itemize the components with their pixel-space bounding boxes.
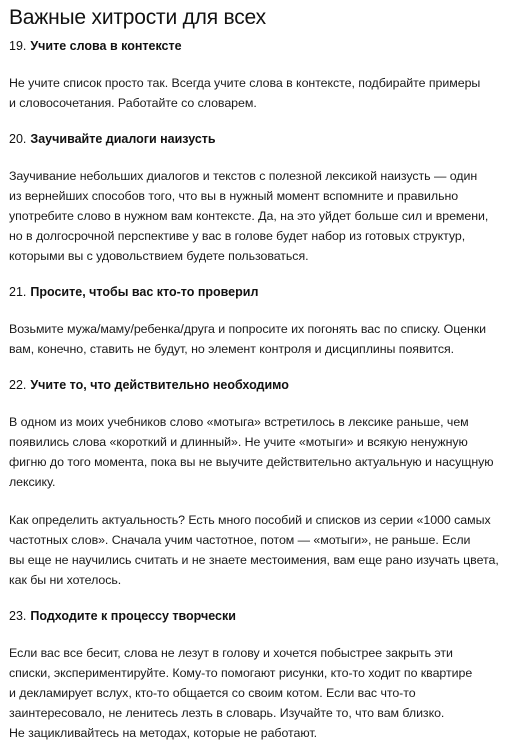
tip-heading: [9, 284, 498, 301]
tip-number: 20.: [9, 132, 27, 146]
paragraph-line: употребите слово в нужном вам контексте. Да, на это уйдет больше сил и времени,: [9, 209, 489, 223]
paragraph-line: которыми вы с удовольствием будете пользоваться.: [9, 249, 309, 263]
paragraph-line: списки, экспериментируйте. Кому-то помогают рисунки, кто-то ходит по квартире: [9, 666, 473, 680]
paragraph-line: и декламирует вслух, кто-то общается со своим котом. Если вас что-то: [9, 686, 416, 700]
sections-container: [9, 38, 498, 743]
paragraph-line: но в долгосрочной перспективе у вас в голове будет набор из готовых структур,: [9, 229, 466, 243]
paragraph-line: как бы ни хотелось.: [9, 573, 122, 587]
page-title: Важные хитрости для всех: [9, 6, 266, 29]
paragraph-line: и словосочетания. Работайте со словарем.: [9, 96, 257, 110]
paragraph-line: появились слова «короткий и длинный». Не учите «мотыги» и всякую ненужную: [9, 435, 468, 449]
tip-paragraph: [9, 412, 498, 492]
tip-section: [9, 608, 498, 743]
tip-number: 19.: [9, 39, 27, 53]
tip-heading-text: Заучивайте диалоги наизусть: [30, 132, 216, 146]
tip-number: 23.: [9, 609, 27, 623]
paragraph-line: вам, конечно, ставить не будут, но элемент контроля и дисциплины появится.: [9, 342, 455, 356]
paragraph-line: Заучивание небольших диалогов и текстов с полезной лексикой наизусть — один: [9, 169, 478, 183]
tip-section: [9, 284, 498, 359]
paragraph-line: Не учите список просто так. Всегда учите слова в контексте, подбирайте примеры: [9, 76, 481, 90]
tip-paragraph: [9, 73, 498, 113]
tip-paragraph: [9, 166, 498, 266]
tip-heading-text: Просите, чтобы вас кто-то проверил: [30, 285, 259, 299]
tip-heading: [9, 131, 498, 148]
tip-number: 21.: [9, 285, 27, 299]
tip-heading-text: Подходите к процессу творчески: [30, 609, 236, 623]
paragraph-line: Если вас все бесит, слова не лезут в голову и хочется побыстрее закрыть эти: [9, 646, 453, 660]
paragraph-line: заинтересовало, не ленитесь лезть в словарь. Изучайте то, что вам близко.: [9, 706, 445, 720]
paragraph-line: В одном из моих учебников слово «мотыга» встретилось в лексике раньше, чем: [9, 415, 469, 429]
tip-number: 22.: [9, 378, 27, 392]
paragraph-line: из вернейших способов того, что вы в нужный момент вспомните и правильно: [9, 189, 459, 203]
tip-heading: [9, 377, 498, 394]
tip-heading: [9, 38, 498, 55]
tip-paragraph: [9, 643, 498, 743]
tip-heading-text: Учите то, что действительно необходимо: [30, 378, 289, 392]
paragraph-line: лексику.: [9, 475, 56, 489]
tip-section: [9, 38, 498, 113]
tip-section: [9, 377, 498, 590]
paragraph-line: вы еще не научились считать и не знаете местоимения, вам еще рано изучать цвета,: [9, 553, 499, 567]
paragraph-line: частотных слов». Сначала учим частотное, потом — «мотыги», не раньше. Если: [9, 533, 471, 547]
paragraph-line: Возьмите мужа/маму/ребенка/друга и попросите их погонять вас по списку. Оценки: [9, 322, 486, 336]
paragraph-line: Как определить актуальность? Есть много пособий и списков из серии «1000 самых: [9, 513, 491, 527]
tip-paragraph: [9, 319, 498, 359]
tip-paragraph: [9, 510, 498, 590]
paragraph-line: фигню до того момента, пока вы не выучите действительно актуальную и насущную: [9, 455, 494, 469]
tip-heading-text: Учите слова в контексте: [30, 39, 182, 53]
tip-heading: [9, 608, 498, 625]
tip-section: [9, 131, 498, 266]
paragraph-line: Не зацикливайтесь на методах, которые не работают.: [9, 726, 317, 740]
